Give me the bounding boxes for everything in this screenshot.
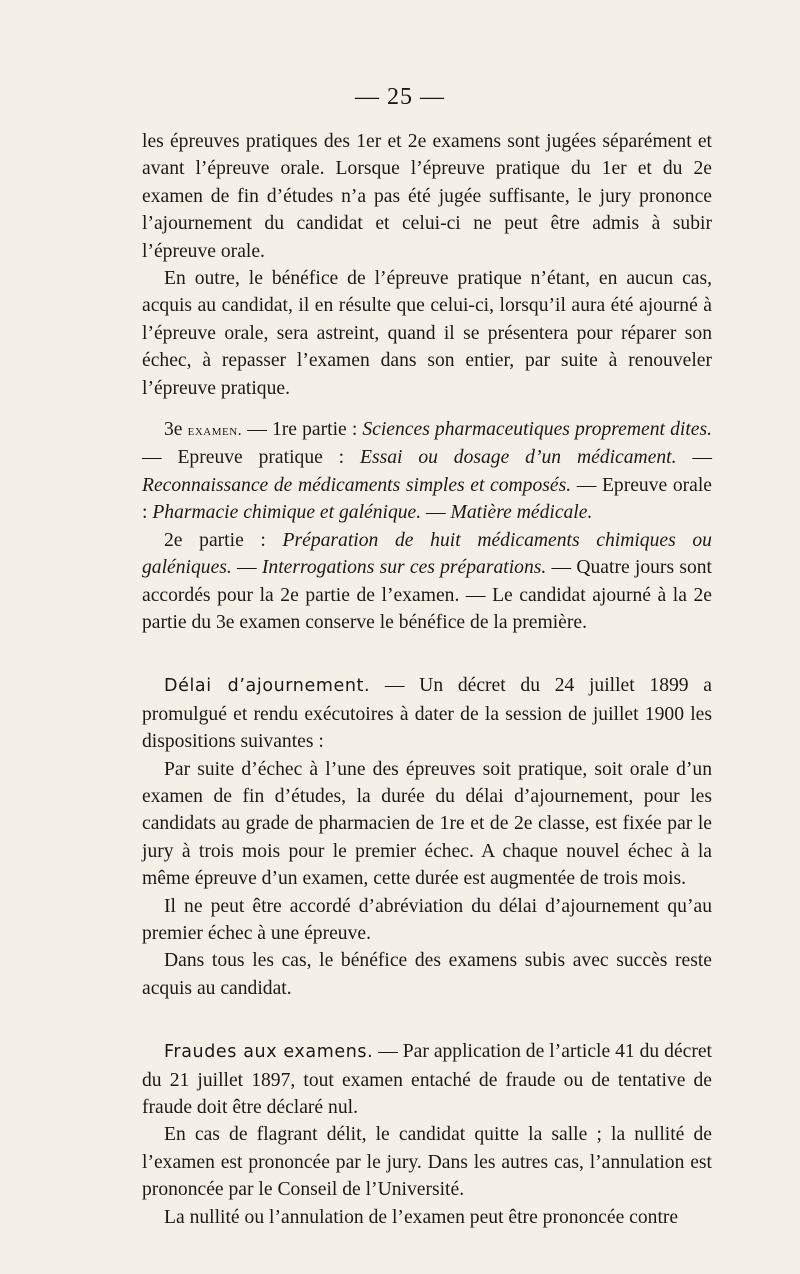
paragraph-delai-intro: Délai d’ajournement. — Un décret du 24 juillet 1899 a promulgué et rendu exécutoires à dater de la session de juillet 1900 les dispositions suivantes : xyxy=(142,675,712,753)
paragraph-fraudes-nullite: La nullité ou l’annulation de l’examen peut être prononcée contre xyxy=(164,1206,679,1228)
recognition-test: Reconnaissance de médicaments simples et composés. xyxy=(142,474,572,496)
paragraph-fraudes-flagrant: En cas de flagrant délit, le candidat quitte la salle ; la nullité de l’examen est prononcée par le jury. Dans les autres cas, l’annulation est prononcée par le Conseil de l’Université. xyxy=(142,1124,712,1201)
page-body xyxy=(142,128,712,1231)
exam-label: examen. xyxy=(187,422,243,440)
materia-medica: Matière médicale. xyxy=(450,502,593,524)
oral-test: Pharmacie chimique et galénique. xyxy=(152,502,422,524)
paragraph-third-exam-part-2: 2e partie : Préparation de huit médicaments chimiques ou galéniques. — Interrogations sur ces préparations. — Quatre jours sont accordés pour la 2e partie de l’examen. — Le candidat ajourné à la 2e partie du 3e examen conserve le bénéfice de la première. xyxy=(142,529,712,633)
section-heading-delai: Délai d’ajournement. xyxy=(164,676,371,697)
paragraph-delai-echec: Par suite d’échec à l’une des épreuves soit pratique, soit orale d’un examen de fin d’études, la durée du délai d’ajournement, pour les candidats au grade de pharmacien de 1re et de 2e classe, est fixée par le jury à trois mois pour le premier échec. A chaque nouvel échec à la même épreuve d’un examen, cette durée est augmentée de trois mois. xyxy=(142,758,712,890)
paragraph-epreuves-pratiques: les épreuves pratiques des 1er et 2e examens sont jugées séparément et avant l’épreuve orale. Lorsque l’épreuve pratique du 1er et du 2e examen de fin d’études n’a pas été jugée suffisante, le jury prononce l’ajournement du candidat et celui-ci ne peut être admis à subir l’épreuve orale. xyxy=(142,131,712,262)
practical-test: Essai ou dosage d’un médicament. xyxy=(360,447,677,469)
paragraph-third-exam-part-1: 3e examen. — 1re partie : Sciences pharmaceutiques proprement dites. — Epreuve pratique : Essai ou dosage d’un médicament. — Reconnaissance de médicaments simples et composés. — Epreuve orale : Pharmacie chimique et galénique. — Matière médicale. xyxy=(142,419,712,524)
paragraph-en-outre: En outre, le bénéfice de l’épreuve pratique n’étant, en aucun cas, acquis au candidat, il en résulte que celui-ci, lorsqu’il aura été ajourné à l’épreuve orale, sera astreint, quand il se présentera pour réparer son échec, à repasser l’examen dans son entier, par suite à renouveler l’épreuve pratique. xyxy=(142,268,712,399)
page-number: — 25 — xyxy=(355,84,445,110)
section-heading-fraudes: Fraudes aux examens. xyxy=(164,1042,374,1063)
exam-number: 3e xyxy=(164,419,183,441)
part2-preparation: Préparation de huit médicaments chimiques ou galéniques. xyxy=(142,529,712,579)
paragraph-delai-benefice: Dans tous les cas, le bénéfice des examens subis avec succès reste acquis au candidat. xyxy=(142,950,712,999)
paragraph-delai-abreviation: Il ne peut être accordé d’abréviation du délai d’ajournement qu’au premier échec à une épreuve. xyxy=(142,895,712,944)
part2-interrogations: Interrogations sur ces préparations. xyxy=(261,557,547,579)
part1-title: Sciences pharmaceutiques proprement dites. xyxy=(362,419,712,441)
paragraph-fraudes-intro: Fraudes aux examens. — Par application de l’article 41 du décret du 21 juillet 1897, tout examen entaché de fraude ou de tentative de fraude doit être déclaré nul. xyxy=(142,1041,713,1118)
